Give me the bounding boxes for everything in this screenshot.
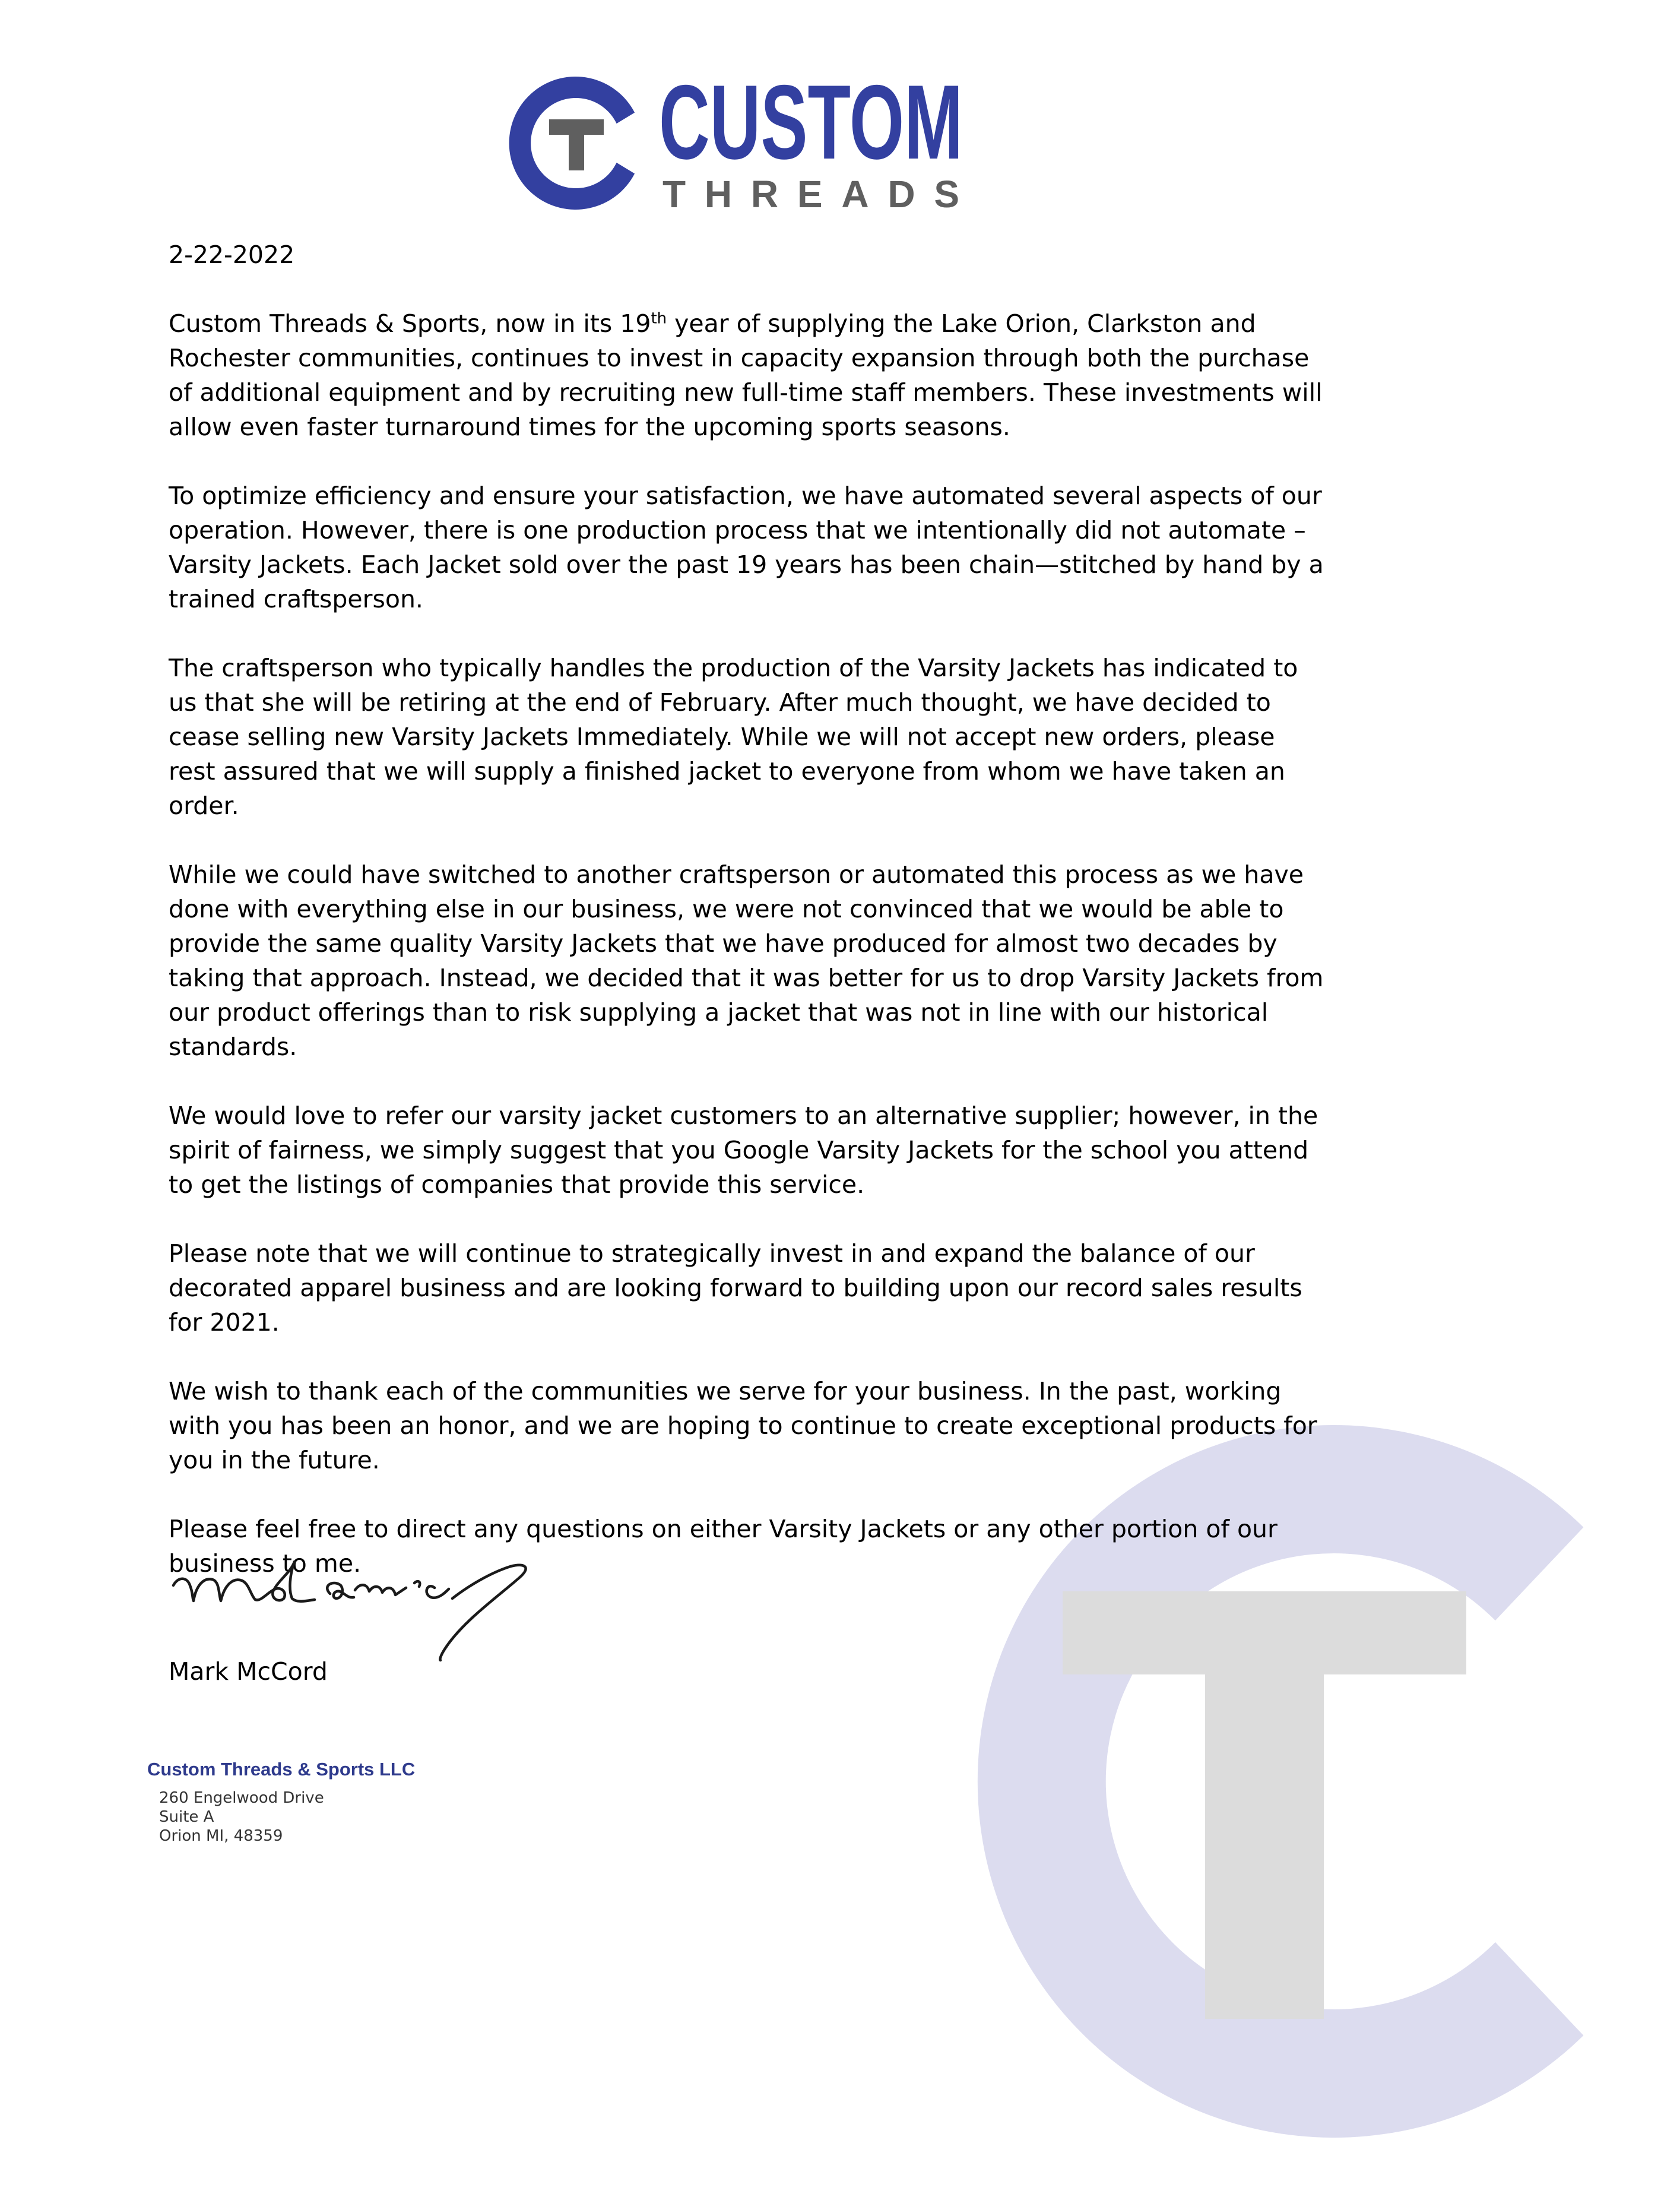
ordinal-suffix: th bbox=[651, 309, 667, 328]
custom-threads-logo bbox=[503, 63, 966, 217]
watermark-t-stem bbox=[1205, 1591, 1324, 2019]
paragraph-1 bbox=[169, 306, 1326, 444]
address-line-street: 260 Engelwood Drive bbox=[159, 1789, 324, 1807]
logo-wordmark-custom: CUSTOM bbox=[659, 63, 963, 181]
paragraph-1-start: Custom Threads & Sports, now in its 19 bbox=[169, 309, 651, 338]
signer-name: Mark McCord bbox=[169, 1657, 328, 1686]
paragraph-7: We wish to thank each of the communities we serve for your business. In the past, working with you has been an honor, and we are hoping to continue to create exceptional products for you in the future. bbox=[169, 1377, 1317, 1474]
paragraph-4: While we could have switched to another craftsperson or automated this process as we have done with everything else in our business, we were not convinced that we would be able to provide the same quality Varsity Jackets that we have produced for almost two decades by taking that approach. Instead, we decided that it was better for us to drop Varsity Jackets from our product offerings than to risk supplying a jacket that was not in line with our historical standards. bbox=[169, 860, 1324, 1061]
paragraph-2: To optimize efficiency and ensure your satisfaction, we have automated several aspects of our operation. However, there is one production process that we intentionally did not automate – Varsity Jackets. Each Jacket sold over the past 19 years has been chain—stitched by hand by a trained craftsperson. bbox=[169, 482, 1324, 613]
footer-address bbox=[159, 1788, 324, 1845]
paragraph-1-rest: year of supplying the Lake Orion, Clarkston and Rochester communities, continues to invest in capacity expansion through both the purchase of additional equipment and by recruiting new full-time staff members. These investments will allow even faster turnaround times for the upcoming sports seasons. bbox=[169, 309, 1323, 441]
paragraph-8: Please feel free to direct any questions on either Varsity Jackets or any other portion of our business to me. bbox=[169, 1515, 1278, 1578]
signature bbox=[166, 1544, 606, 1669]
address-line-city: Orion MI, 48359 bbox=[159, 1827, 283, 1845]
logo-emblem-t-stem bbox=[569, 119, 584, 170]
paragraph-3: The craftsperson who typically handles the production of the Varsity Jackets has indicated to us that she will be retiring at the end of February. After much thought, we have decided to cease selling new Varsity Jackets Immediately. While we will not accept new orders, please rest assured that we will supply a finished jacket to everyone from whom we have taken an order. bbox=[169, 654, 1298, 820]
letter-body bbox=[169, 238, 1326, 1615]
logo-wordmark-threads: THREADS bbox=[663, 173, 959, 216]
footer-company-name: Custom Threads & Sports LLC bbox=[147, 1759, 416, 1780]
letter-date: 2-22-2022 bbox=[169, 240, 295, 269]
address-line-suite: Suite A bbox=[159, 1808, 214, 1826]
paragraph-6: Please note that we will continue to strategically invest in and expand the balance of our decorated apparel business and are looking forward to building upon our record sales results for 2021. bbox=[169, 1239, 1302, 1337]
paragraph-5: We would love to refer our varsity jacket customers to an alternative supplier; however, in the spirit of fairness, we simply suggest that you Google Varsity Jackets for the school you attend to get the listings of companies that provide this service. bbox=[169, 1101, 1318, 1199]
